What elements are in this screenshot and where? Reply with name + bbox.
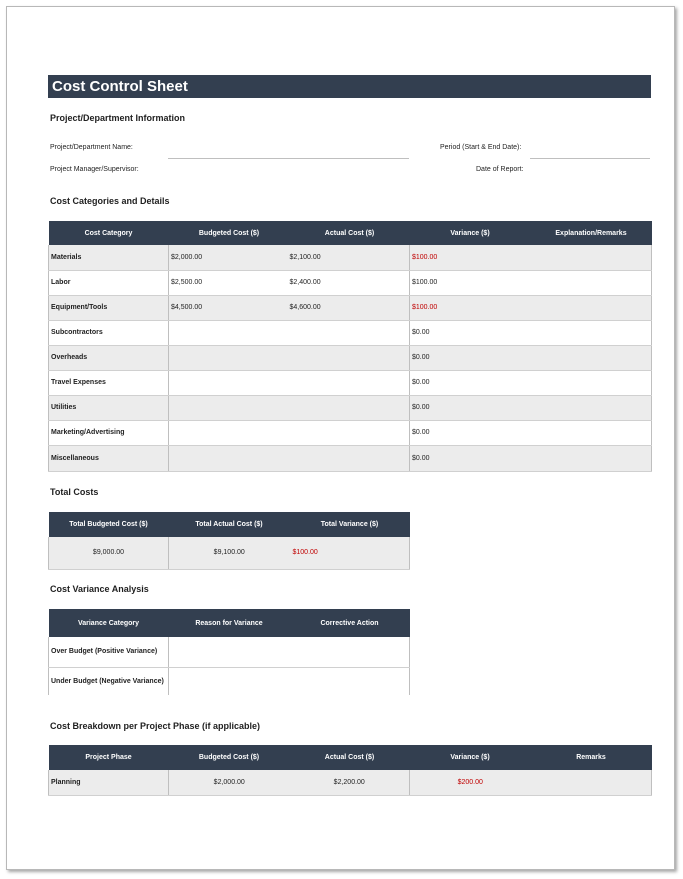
table-row [49, 245, 652, 270]
category-cell: Marketing/Advertising [49, 420, 169, 445]
col-header-phase-budgeted: Budgeted Cost ($) [169, 745, 290, 770]
category-cell: Labor [49, 270, 169, 295]
variance-analysis-heading: Cost Variance Analysis [50, 584, 149, 594]
variance-cell[interactable]: $100.00 [410, 295, 531, 320]
actual-cell[interactable]: $2,400.00 [290, 270, 410, 295]
category-cell: Equipment/Tools [49, 295, 169, 320]
corrective-action-cell[interactable] [290, 637, 410, 667]
actual-cell[interactable]: $2,100.00 [290, 245, 410, 270]
variance-cell[interactable]: $100.00 [410, 270, 531, 295]
reason-cell[interactable] [169, 667, 290, 695]
col-header-cost-category: Cost Category [49, 221, 169, 245]
variance-row-under-budget: Under Budget (Negative Variance) [49, 667, 169, 695]
col-header-variance: Variance ($) [410, 221, 531, 245]
actual-cell[interactable] [290, 395, 410, 420]
table-row [49, 270, 652, 295]
category-cell: Materials [49, 245, 169, 270]
budgeted-cell[interactable]: $4,500.00 [169, 295, 290, 320]
table-row [49, 370, 652, 395]
phases-heading: Cost Breakdown per Project Phase (if applicable) [50, 721, 261, 731]
project-phase-table [48, 745, 652, 796]
remarks-cell[interactable] [531, 420, 652, 445]
phase-budgeted[interactable]: $2,000.00 [169, 770, 290, 795]
period-label: Period (Start & End Date): [440, 144, 522, 151]
budgeted-cell[interactable]: $2,500.00 [169, 270, 290, 295]
actual-cell[interactable] [290, 420, 410, 445]
period-field[interactable] [530, 158, 650, 159]
reason-cell[interactable] [169, 637, 290, 667]
phase-name: Planning [49, 770, 169, 795]
category-cell: Miscellaneous [49, 445, 169, 471]
remarks-cell[interactable] [531, 395, 652, 420]
col-header-actual: Actual Cost ($) [290, 221, 410, 245]
variance-cell[interactable]: $0.00 [410, 395, 531, 420]
actual-cell[interactable]: $4,600.00 [290, 295, 410, 320]
remarks-cell[interactable] [531, 295, 652, 320]
remarks-cell[interactable] [531, 270, 652, 295]
col-header-phase-actual: Actual Cost ($) [290, 745, 410, 770]
budgeted-cell[interactable]: $2,000.00 [169, 245, 290, 270]
col-header-total-variance: Total Variance ($) [290, 512, 410, 537]
category-cell: Subcontractors [49, 320, 169, 345]
budgeted-cell[interactable] [169, 420, 290, 445]
remarks-cell[interactable] [531, 245, 652, 270]
totals-heading: Total Costs [50, 487, 99, 497]
col-header-total-actual: Total Actual Cost ($) [169, 512, 290, 537]
budgeted-cell[interactable] [169, 445, 290, 471]
remarks-cell[interactable] [531, 345, 652, 370]
table-row [49, 420, 652, 445]
budgeted-cell[interactable] [169, 395, 290, 420]
phase-actual[interactable]: $2,200.00 [290, 770, 410, 795]
variance-analysis-table [48, 609, 410, 695]
category-cell: Travel Expenses [49, 370, 169, 395]
table-row [49, 345, 652, 370]
table-row [49, 320, 652, 345]
variance-cell[interactable]: $0.00 [410, 370, 531, 395]
project-name-field[interactable] [168, 158, 409, 159]
total-variance-value[interactable]: $100.00 [290, 537, 410, 569]
category-cell: Overheads [49, 345, 169, 370]
col-header-variance-category: Variance Category [49, 609, 169, 637]
col-header-phase-variance: Variance ($) [410, 745, 531, 770]
date-of-report-label: Date of Report: [476, 166, 524, 173]
total-budgeted-value[interactable]: $9,000.00 [49, 537, 169, 569]
budgeted-cell[interactable] [169, 345, 290, 370]
budgeted-cell[interactable] [169, 370, 290, 395]
remarks-cell[interactable] [531, 445, 652, 471]
col-header-total-budgeted: Total Budgeted Cost ($) [49, 512, 169, 537]
project-name-label: Project/Department Name: [50, 144, 133, 151]
budgeted-cell[interactable] [169, 320, 290, 345]
actual-cell[interactable] [290, 445, 410, 471]
project-manager-label: Project Manager/Supervisor: [50, 166, 139, 173]
variance-cell[interactable]: $0.00 [410, 345, 531, 370]
variance-cell[interactable]: $0.00 [410, 320, 531, 345]
col-header-remarks: Explanation/Remarks [531, 221, 652, 245]
categories-heading: Cost Categories and Details [50, 196, 170, 206]
variance-cell[interactable]: $0.00 [410, 420, 531, 445]
col-header-project-phase: Project Phase [49, 745, 169, 770]
project-info-heading: Project/Department Information [50, 113, 186, 123]
col-header-budgeted: Budgeted Cost ($) [169, 221, 290, 245]
variance-cell[interactable]: $100.00 [410, 245, 531, 270]
actual-cell[interactable] [290, 320, 410, 345]
remarks-cell[interactable] [531, 370, 652, 395]
variance-cell[interactable]: $0.00 [410, 445, 531, 471]
col-header-phase-remarks: Remarks [531, 745, 652, 770]
corrective-action-cell[interactable] [290, 667, 410, 695]
total-actual-value[interactable]: $9,100.00 [169, 537, 290, 569]
phase-remarks[interactable] [531, 770, 652, 795]
actual-cell[interactable] [290, 370, 410, 395]
table-row [49, 445, 652, 471]
col-header-corrective-action: Corrective Action [290, 609, 410, 637]
page-title: Cost Control Sheet [48, 75, 651, 98]
category-cell: Utilities [49, 395, 169, 420]
variance-row-over-budget: Over Budget (Positive Variance) [49, 637, 169, 667]
col-header-reason: Reason for Variance [169, 609, 290, 637]
actual-cell[interactable] [290, 345, 410, 370]
phase-variance[interactable]: $200.00 [410, 770, 531, 795]
table-row [49, 395, 652, 420]
total-costs-table [48, 512, 410, 570]
table-row [49, 295, 652, 320]
cost-categories-table [48, 221, 652, 472]
remarks-cell[interactable] [531, 320, 652, 345]
